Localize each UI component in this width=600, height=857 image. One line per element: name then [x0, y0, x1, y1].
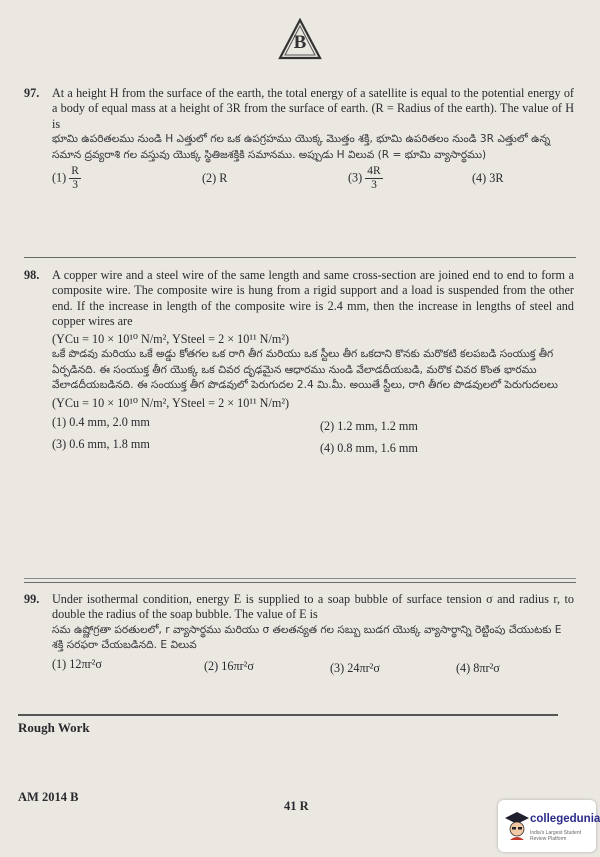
page-number: 41 R: [284, 799, 309, 813]
options: [52, 657, 574, 677]
exam-code: AM 2014 B: [18, 790, 79, 804]
option-value: 1.2 mm, 1.2 mm: [337, 419, 418, 434]
option-4[interactable]: [456, 661, 500, 676]
question-text: Under isothermal condition, energy E is supplied to a soap bubble of surface tension σ and radius r, to double the radius of the soap bubble. The value of E is: [52, 592, 574, 622]
set-letter: B: [293, 32, 307, 53]
option-value: 0.4 mm, 2.0 mm: [69, 415, 150, 430]
watermark-brand: collegedunia: [530, 813, 600, 825]
question-number: 99.: [24, 592, 40, 606]
divider: [24, 257, 576, 258]
option-label: (1): [52, 170, 67, 185]
option-1[interactable]: [52, 165, 81, 192]
collegedunia-watermark: [498, 800, 600, 852]
option-3[interactable]: [330, 661, 380, 676]
rough-work-rule: [18, 714, 558, 716]
option-3[interactable]: [52, 437, 150, 452]
divider: [24, 582, 576, 583]
rough-work-label: Rough Work: [18, 720, 90, 735]
option-value: 16πr²σ: [221, 659, 254, 673]
graduate-logo-icon: [504, 810, 530, 840]
option-label: (2): [320, 419, 335, 434]
constants-telugu: (YCu = 10 × 10¹⁰ N/m², YSteel = 2 × 10¹¹ N/m²): [52, 395, 290, 410]
watermark-tagline: India's Largest Student Review Platform: [530, 830, 581, 842]
option-4[interactable]: [320, 441, 418, 456]
option-value: R: [219, 171, 228, 186]
question-text-telugu: భూమి ఉపరితలము నుండి H ఎత్తులో గల ఒక ఉపగ్రహము యొక్క మొత్తం శక్తి, భూమి ఉపరితలం నుండి 3R ఎత్తులో ఉన్న సమాన ద్రవ్యరాశి గల వస్తువు యొక్క స్థితిజశక్తికి సమానము. అప్పుడు H విలువ (R = భూమి వ్యాసార్థము): [52, 133, 551, 161]
question-99: [24, 592, 574, 677]
option-value: 24πr²σ: [347, 661, 380, 675]
option-label: (1): [52, 415, 67, 430]
fraction-denominator: 3: [371, 179, 377, 192]
option-2[interactable]: [202, 171, 227, 186]
question-number: 97.: [24, 86, 40, 100]
option-label: (4): [320, 441, 335, 456]
question-text: At a height H from the surface of the earth, the total energy of a satellite is equal to the potential energy of a body of equal mass at a height of 3R from the surface of earth. (R = Radius of the earth). The value of H is: [52, 86, 574, 131]
option-label: (3): [330, 661, 345, 675]
option-value: 12πr²σ: [69, 657, 102, 671]
option-1[interactable]: [52, 415, 150, 430]
question-text: A copper wire and a steel wire of the same length and same cross-section are joined end to end to form a composite wire. The composite wire is hung from a rigid support and a load is suspended from the other end. If the increase in length of the composite wire is 2.4 mm, then the increase in lengths of steel and copper wires are: [52, 268, 574, 329]
option-1[interactable]: [52, 657, 102, 672]
options: [52, 163, 574, 197]
fraction-denominator: 3: [72, 179, 78, 192]
option-value: 0.8 mm, 1.6 mm: [337, 441, 418, 456]
divider: [24, 578, 576, 579]
fraction: [69, 165, 81, 192]
option-label: (1): [52, 657, 67, 671]
fraction-numerator: 4R: [367, 165, 381, 178]
option-label: (3): [52, 437, 67, 452]
question-text-telugu: ఒకే పొడవు మరియు ఒకే అడ్డు కోతగల ఒక రాగి తీగ మరియు ఒక స్టీలు తీగ ఒకదాని కొనకు మరొకటి కలపబడి సంయుక్త తీగ ఏర్పడినది. ఈ సంయుక్త తీగ యొక్క ఒక చివర దృఢమైన ఆధారము నుండి వేలాడదీయబడి, మరొక చివర కొంత భారము వేలాడదీయబడినది. ఈ సంయుక్త తీగ పొడవులో పెరుగుదల 2.4 మి.మీ. అయితే స్టీలు, రాగి తీగల పొడవులలో పెరుగుదలలు: [52, 348, 558, 392]
question-97: [24, 86, 574, 197]
option-label: (2): [202, 171, 217, 186]
option-value: 3R: [489, 171, 504, 186]
option-2[interactable]: [204, 659, 254, 674]
option-2[interactable]: [320, 419, 418, 434]
option-label: (4): [472, 171, 487, 186]
question-98: [24, 268, 574, 461]
option-value: 8πr²σ: [473, 661, 500, 675]
question-number: 98.: [24, 268, 40, 282]
fraction-numerator: R: [71, 165, 79, 178]
option-4[interactable]: [472, 171, 504, 186]
set-badge: [278, 18, 322, 60]
option-value: 0.6 mm, 1.8 mm: [69, 437, 150, 452]
option-label: (3): [348, 170, 363, 185]
constants: (YCu = 10 × 10¹⁰ N/m², YSteel = 2 × 10¹¹ N/m²): [52, 331, 290, 346]
options: [52, 415, 574, 461]
option-label: (2): [204, 659, 219, 673]
option-label: (4): [456, 661, 471, 675]
option-3[interactable]: [348, 165, 383, 192]
question-text-telugu: సమ ఉష్ణోగ్రతా పరతులలో, r వ్యాసార్థము మరియు σ తలతన్యత గల సబ్బు బుడగ యొక్క వ్యాసార్థాన్ని రెట్టింపు చేయుటకు E శక్తి సరఫరా చేయబడినది. E విలువ: [52, 623, 562, 652]
fraction: [365, 165, 382, 192]
